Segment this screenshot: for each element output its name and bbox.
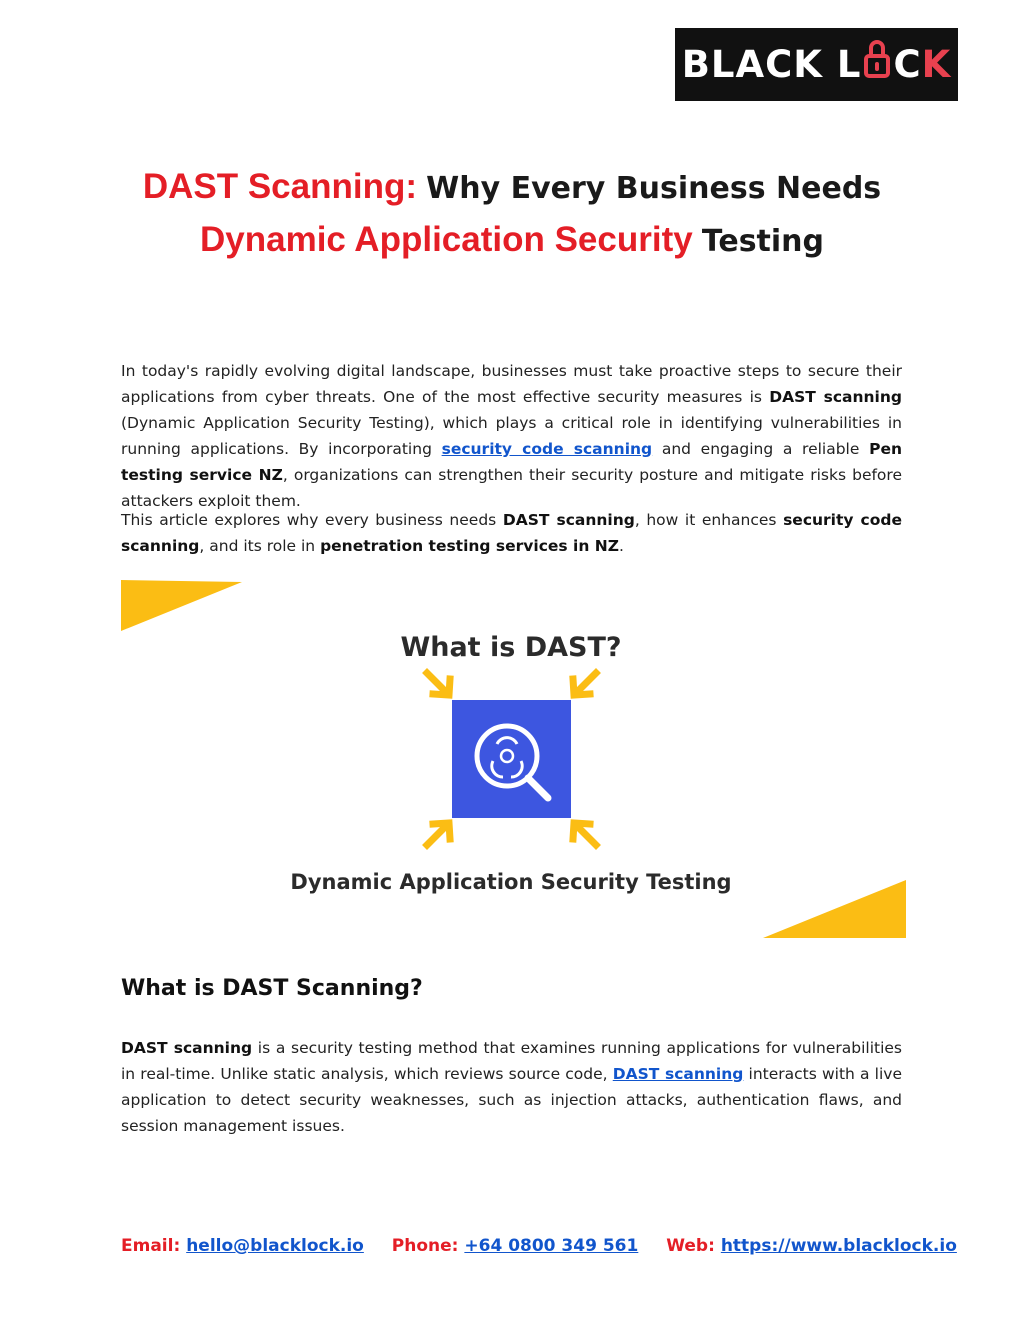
section-bold-dast: DAST scanning [121,1039,253,1057]
blacklock-logo [675,28,958,101]
article-bold-3: penetration testing services in NZ [320,537,620,555]
article-bold-2: security code scanning [121,511,902,555]
contact-footer [121,1236,957,1256]
arrow-bottom-right-icon [573,823,596,845]
dast-scanning-link[interactable]: DAST scanning [612,1065,744,1083]
phone-label: Phone: [391,1236,459,1256]
intro-text-1: In today's rapidly evolving digital landscape, businesses must take proactive steps to secure their applications from cyber threats. One of the most effective security measures is [121,362,902,406]
arrow-top-right-icon [573,673,596,695]
phone-link[interactable]: +64 0800 349 561 [464,1236,639,1256]
yellow-corner-top-left [121,580,242,631]
logo-text-k: K [921,43,952,86]
arrow-top-left-icon [427,673,450,695]
article-paragraph [121,507,902,559]
article-text-4: . [619,537,624,555]
title-dark-1: Why Every Business Needs [426,171,882,206]
page-title-line2 [0,213,1024,268]
article-text-3: , and its role in [199,537,321,555]
section-text-2: interacts with a live application to detect security weaknesses, such as injection attacks, authentication flaws, and session management issues. [121,1065,902,1135]
title-dark-2: Testing [701,224,825,259]
padlock-icon [864,50,890,80]
title-red-1: DAST Scanning: [142,167,417,206]
figure-heading: What is DAST? [400,632,622,663]
section-text-1: is a security testing method that examines running applications for vulnerabilities in real-time. Unlike static analysis, which reviews source code, [121,1039,902,1083]
security-code-scanning-link[interactable]: security code scanning [441,440,653,458]
intro-paragraph [121,358,902,514]
logo-text-right: C [893,43,922,86]
page-title-line1 [0,160,1024,215]
web-link[interactable]: https://www.blacklock.io [720,1236,957,1256]
section-heading: What is DAST Scanning? [121,976,423,1001]
article-bold-1: DAST scanning [502,511,635,529]
intro-text-4: , organizations can strengthen their security posture and mitigate risks before attackers exploit them. [121,466,902,510]
email-link[interactable]: hello@blacklock.io [186,1236,364,1256]
intro-bold-pen-testing: Pen testing service NZ [121,440,902,484]
web-label: Web: [666,1236,715,1256]
intro-text-3: and engaging a reliable [652,440,870,458]
yellow-corner-bottom-right [763,880,906,938]
intro-bold-dast: DAST scanning [769,388,902,406]
title-red-2: Dynamic Application Security [199,220,693,259]
article-text-1: This article explores why every business needs [121,511,503,529]
logo-text-left: BLACK L [681,43,862,86]
article-text-2: , how it enhances [634,511,784,529]
what-is-dast-figure [121,580,906,940]
arrow-bottom-left-icon [427,823,450,845]
section-paragraph [121,1035,902,1139]
email-label: Email: [121,1236,181,1256]
intro-text-2: (Dynamic Application Security Testing), which plays a critical role in identifying vulnerabilities in running applications. By incorporating [121,414,902,458]
figure-caption: Dynamic Application Security Testing [290,870,732,894]
